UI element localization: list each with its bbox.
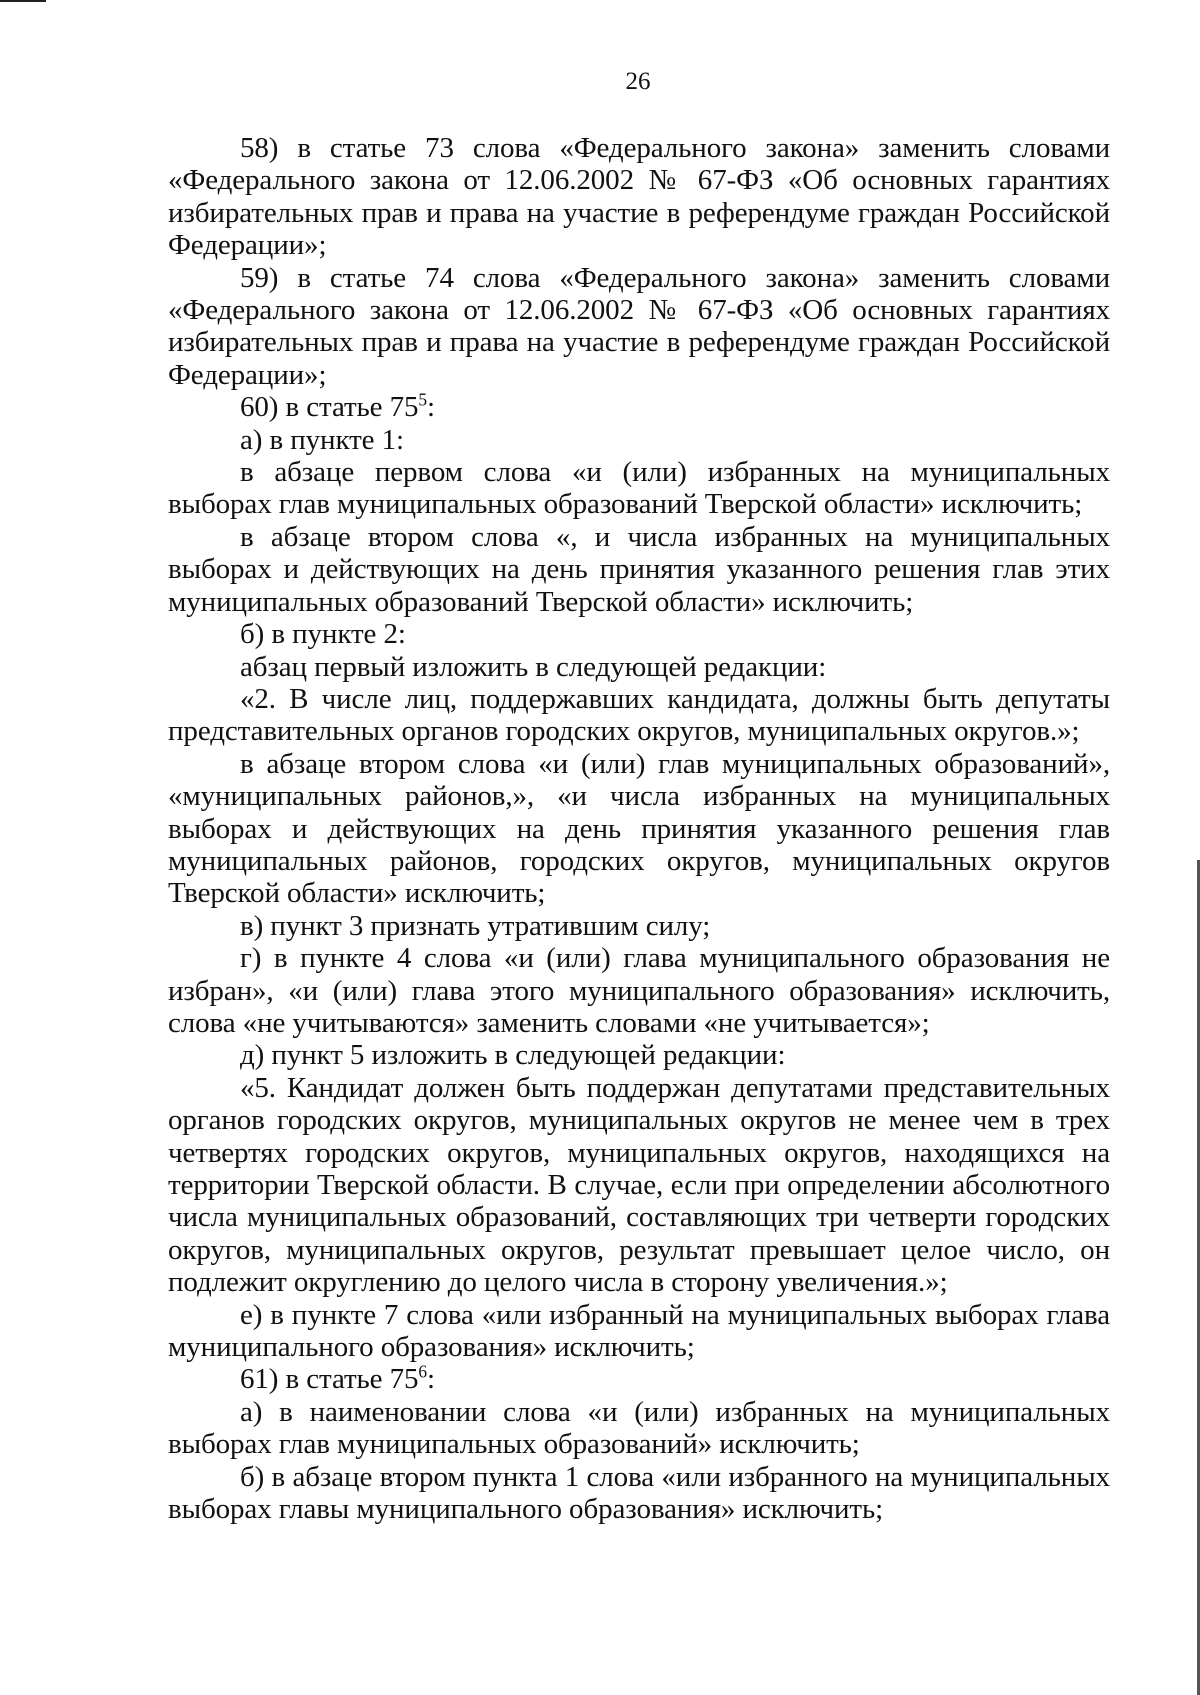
paragraph-item-60-heading bbox=[168, 391, 1110, 423]
paragraph-61a: а) в наименовании слова «и (или) избранных на муниципальных выборах глав муниципальных образований» исключить; bbox=[168, 1395, 1110, 1461]
item-60-prefix: 60) в статье 75 bbox=[240, 391, 419, 424]
document-body bbox=[168, 132, 1110, 1525]
item-60-superscript: 5 bbox=[418, 389, 428, 410]
paragraph-item-61-heading bbox=[168, 1363, 1110, 1395]
paragraph-60d-heading: д) пункт 5 изложить в следующей редакции: bbox=[240, 1039, 786, 1072]
item-61-prefix: 61) в статье 75 bbox=[240, 1363, 419, 1396]
paragraph-60b-intro: абзац первый изложить в следующей редакции: bbox=[240, 650, 827, 683]
paragraph-60a-second: в абзаце втором слова «, и числа избранных на муниципальных выборах и действующих на день принятия указанного решения глав этих муниципальных образований Тверской области» исключить; bbox=[168, 520, 1110, 618]
item-61-suffix: : bbox=[427, 1363, 435, 1396]
paragraph-60b-second: в абзаце втором слова «и (или) глав муниципальных образований», «муниципальных районов,», «и числа избранных на муниципальных выборах и действующих на день принятия указанного решения глав муниципальных районов, городских округов, муниципальных округов Тверской области» исключить; bbox=[168, 747, 1110, 910]
item-61-superscript: 6 bbox=[418, 1361, 428, 1382]
paragraph-60a-heading: а) в пункте 1: bbox=[240, 423, 404, 456]
paragraph-60b-new-text: «2. В числе лиц, поддержавших кандидата, должны быть депутаты представительных органов городских округов, муниципальных округов.»; bbox=[168, 682, 1110, 748]
item-60-suffix: : bbox=[427, 391, 435, 424]
paragraph-60d-new-text: «5. Кандидат должен быть поддержан депутатами представительных органов городских округов, муниципальных округов не менее чем в трех четвертях городских округов, муниципальных округов, находящихся на территории Тверской области. В случае, если при определении абсолютного числа муниципальных образований, составляющих три четверти городских округов, муниципальных округов, результат превышает целое число, он подлежит округлению до целого числа в сторону увеличения.»; bbox=[168, 1071, 1110, 1299]
paragraph-60a-first: в абзаце первом слова «и (или) избранных на муниципальных выборах глав муниципальных образований Тверской области» исключить; bbox=[168, 456, 1110, 521]
paragraph-60b-heading: б) в пункте 2: bbox=[240, 618, 406, 651]
scan-edge-mark bbox=[0, 0, 46, 2]
paragraph-60g: г) в пункте 4 слова «и (или) глава муниципального образования не избран», «и (или) глава этого муниципального образования» исключить, слова «не учитываются» заменить словами «не учитывается»; bbox=[168, 942, 1110, 1039]
page-number: 26 bbox=[625, 68, 651, 95]
paragraph-60e: е) в пункте 7 слова «или избранный на муниципальных выборах глава муниципального образования» исключить; bbox=[168, 1298, 1110, 1364]
paragraph-item-58: 58) в статье 73 слова «Федерального закона» заменить словами «Федерального закона от 12.06.2002 № 67-ФЗ «Об основных гарантиях избирательных прав и права на участие в референдуме граждан Российской Федерации»; bbox=[168, 132, 1110, 262]
paragraph-item-59: 59) в статье 74 слова «Федерального закона» заменить словами «Федерального закона от 12.06.2002 № 67-ФЗ «Об основных гарантиях избирательных прав и права на участие в референдуме граждан Российской Федерации»; bbox=[168, 261, 1110, 391]
paragraph-61b: б) в абзаце втором пункта 1 слова «или избранного на муниципальных выборах главы муниципального образования» исключить; bbox=[168, 1460, 1110, 1526]
paragraph-60v: в) пункт 3 признать утратившим силу; bbox=[240, 909, 711, 942]
